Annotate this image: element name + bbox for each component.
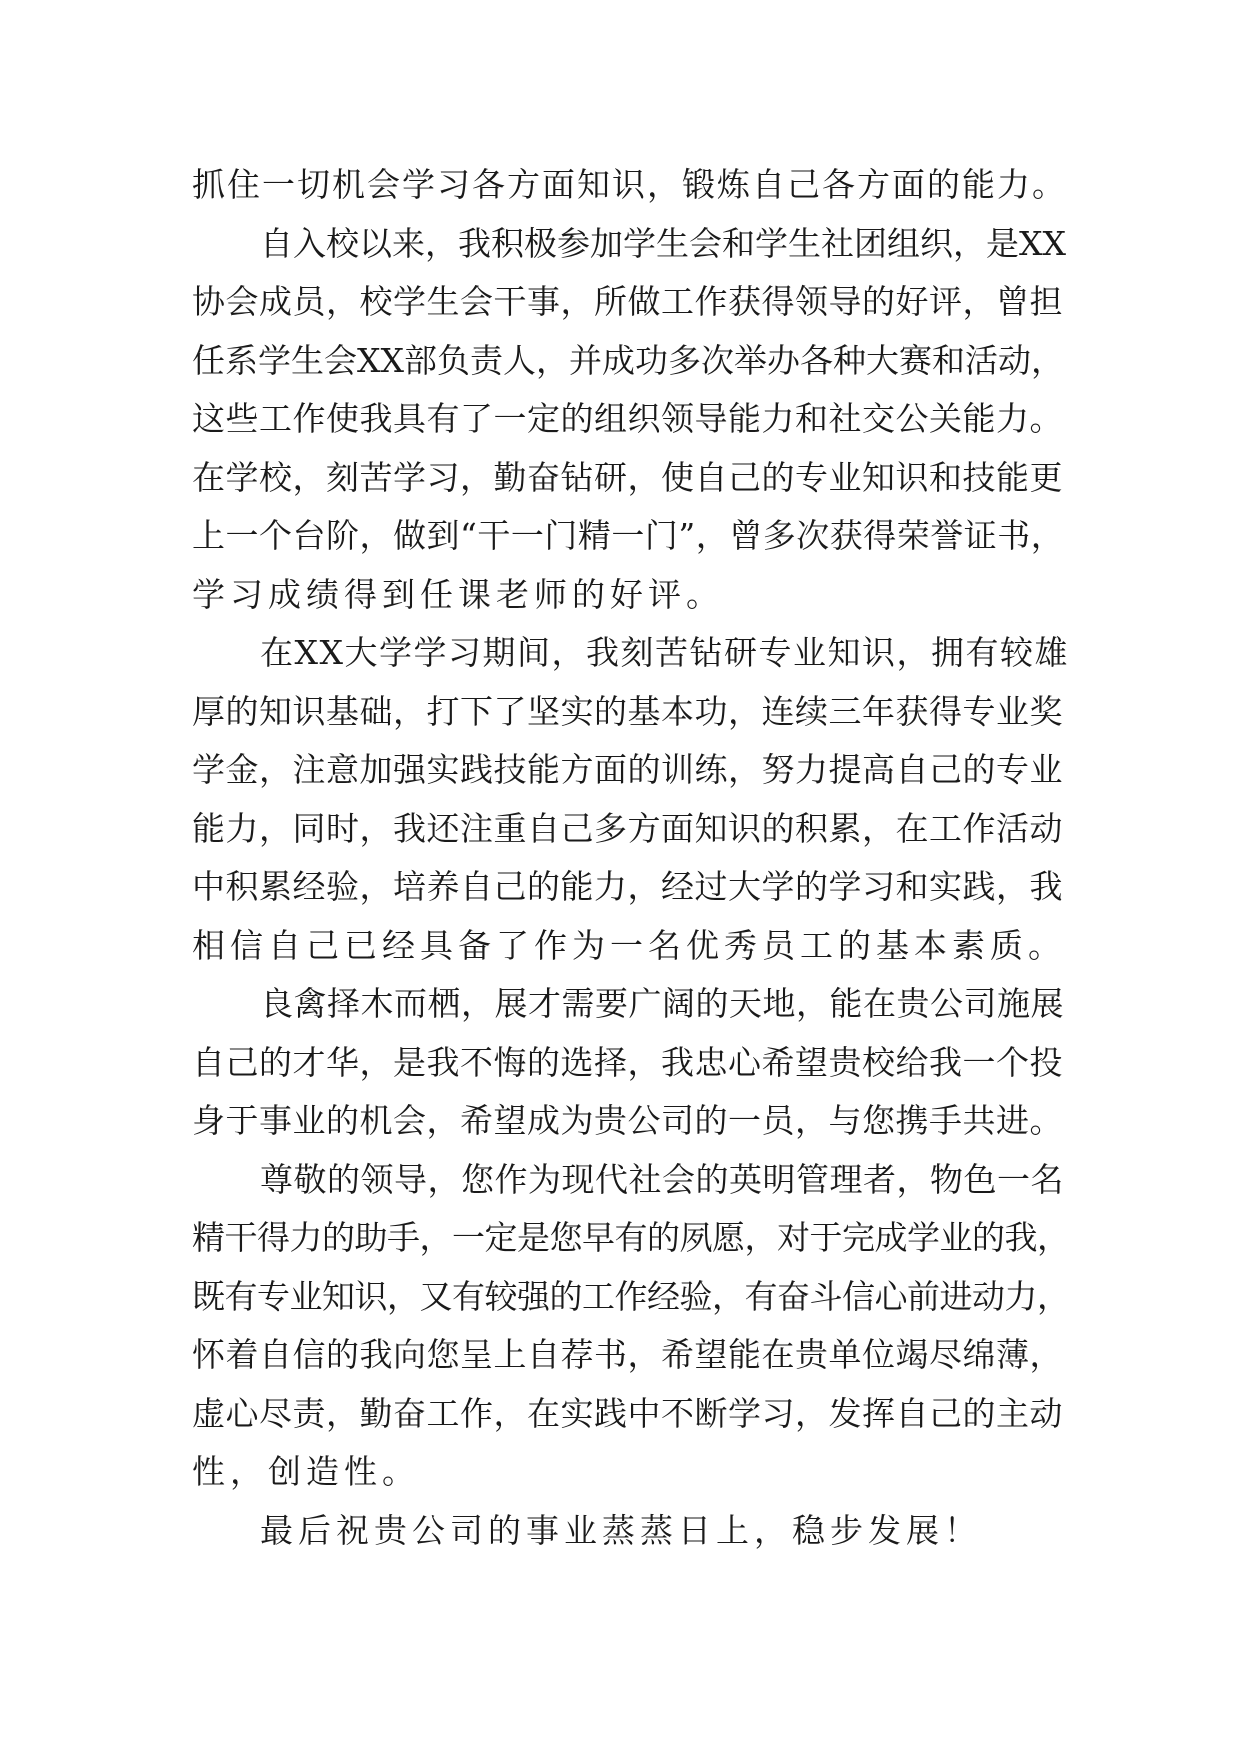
text-line: 上一个台阶，做到“干一门精一门”，曾多次获得荣誉证书， — [192, 516, 1065, 555]
text-line: 中积累经验，培养自己的能力，经过大学的学习和实践，我 — [192, 867, 1063, 906]
text-line: 尊敬的领导，您作为现代社会的英明管理者，物色一名 — [260, 1159, 1064, 1199]
text-line: 学金，注意加强实践技能方面的训练，努力提高自己的专业 — [192, 750, 1063, 789]
text-line: 既有专业知识，又有较强的工作经验，有奋斗信心前进动力， — [192, 1276, 1070, 1316]
text-line: 这些工作使我具有了一定的组织领导能力和社交公关能力。 — [192, 399, 1063, 438]
text-line: 相信自己已经具备了作为一名优秀员工的基本素质。 — [192, 925, 1066, 965]
text-line: 自己的才华，是我不悔的选择，我忠心希望贵校给我一个投 — [192, 1042, 1063, 1082]
text-line: 性，创造性。 — [192, 1452, 420, 1491]
text-line: 怀着自信的我向您呈上自荐书，希望能在贵单位竭尽绵薄， — [192, 1335, 1063, 1374]
text-line: 在学校，刻苦学习，勤奋钻研，使自己的专业知识和技能更 — [192, 457, 1063, 497]
text-line: 学习成绩得到任课老师的好评。 — [192, 574, 724, 614]
text-line: 自入校以来，我积极参加学生会和学生社团组织，是XX — [260, 223, 1066, 263]
text-line: 在XX大学学习期间，我刻苦钻研专业知识，拥有较雄 — [260, 633, 1069, 672]
text-line: 任系学生会XX部负责人，并成功多次举办各种大赛和活动， — [192, 340, 1064, 380]
text-line: 能力，同时，我还注重自己多方面知识的积累，在工作活动 — [192, 808, 1063, 848]
text-line: 最后祝贵公司的事业蒸蒸日上，稳步发展！ — [260, 1510, 982, 1550]
text-line: 精干得力的助手，一定是您早有的夙愿，对于完成学业的我， — [192, 1218, 1070, 1257]
cover-letter-body — [192, 156, 1072, 1560]
text-line: 身于事业的机会，希望成为贵公司的一员，与您携手共进。 — [192, 1101, 1063, 1140]
text-line: 厚的知识基础，打下了坚实的基本功，连续三年获得专业奖 — [192, 691, 1063, 731]
text-line: 虚心尽责，勤奋工作，在实践中不断学习，发挥自己的主动 — [192, 1393, 1063, 1433]
text-line: 良禽择木而栖，展才需要广阔的天地，能在贵公司施展 — [260, 984, 1064, 1023]
text-line: 协会成员，校学生会干事，所做工作获得领导的好评，曾担 — [192, 282, 1063, 321]
text-line: 抓住一切机会学习各方面知识，锻炼自己各方面的能力。 — [192, 165, 1067, 204]
